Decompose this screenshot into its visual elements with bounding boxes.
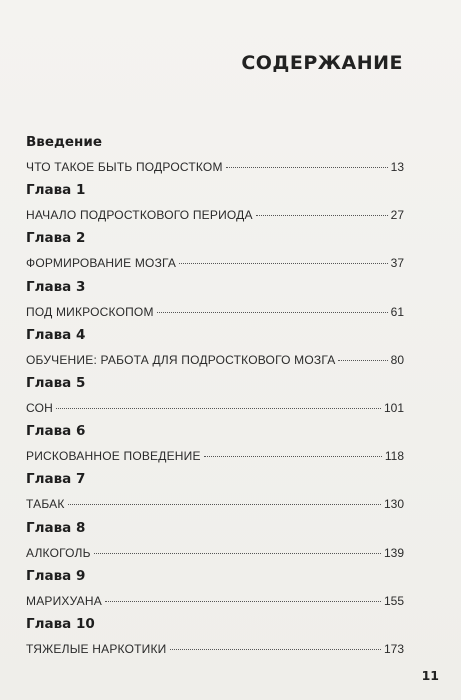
page-number: 101 xyxy=(383,400,404,415)
chapter-heading: Глава 10 xyxy=(26,615,95,632)
toc-entry-chapter-9 xyxy=(26,568,404,616)
chapter-title: ПОД МИКРОСКОПОМ xyxy=(26,304,154,319)
chapter-heading: Глава 2 xyxy=(26,230,86,247)
chapter-heading: Глава 8 xyxy=(26,519,86,536)
chapter-title: ОБУЧЕНИЕ: РАБОТА ДЛЯ ПОДРОСТКОВОГО МОЗГА xyxy=(26,352,336,367)
page-folio-number: 11 xyxy=(421,668,439,683)
dot-leader xyxy=(256,215,388,216)
toc-entry-chapter-3 xyxy=(26,279,404,327)
page-number: 80 xyxy=(390,352,404,367)
page-number: 13 xyxy=(390,160,404,174)
dot-leader xyxy=(338,360,387,361)
page-number: 61 xyxy=(390,304,404,319)
chapter-heading: Глава 5 xyxy=(26,374,86,391)
toc-line xyxy=(26,208,404,222)
toc-entry-chapter-1 xyxy=(26,182,404,230)
toc-line xyxy=(26,256,404,270)
chapter-title: ФОРМИРОВАНИЕ МОЗГА xyxy=(26,256,177,271)
chapter-heading: Глава 6 xyxy=(26,423,86,440)
page-number: 27 xyxy=(390,208,404,223)
toc-entry-chapter-6 xyxy=(26,423,404,471)
dot-leader xyxy=(157,312,388,313)
chapter-heading: Глава 4 xyxy=(26,326,86,343)
toc-line xyxy=(26,497,404,511)
chapter-heading: Глава 9 xyxy=(26,567,86,584)
dot-leader xyxy=(56,408,381,409)
page-number: 139 xyxy=(383,545,404,560)
toc-line xyxy=(26,160,404,174)
chapter-heading: Глава 1 xyxy=(26,182,86,199)
chapter-heading: Введение xyxy=(26,134,102,150)
dot-leader xyxy=(226,167,388,168)
toc-line xyxy=(26,546,404,560)
page-number: 173 xyxy=(383,641,404,656)
chapter-title: НАЧАЛО ПОДРОСТКОВОГО ПЕРИОДА xyxy=(26,208,253,223)
page-number: 155 xyxy=(383,593,404,608)
chapter-heading: Глава 7 xyxy=(26,471,86,488)
dot-leader xyxy=(105,601,381,602)
toc-line xyxy=(26,305,404,319)
dot-leader xyxy=(68,504,381,505)
dot-leader xyxy=(179,263,388,264)
toc-line xyxy=(26,594,404,608)
chapter-title: АЛКОГОЛЬ xyxy=(26,545,91,560)
toc-entry-intro xyxy=(26,134,404,182)
toc-line xyxy=(26,353,404,367)
toc-line xyxy=(26,642,404,656)
toc-entry-chapter-2 xyxy=(26,230,404,278)
toc-entry-chapter-4 xyxy=(26,327,404,375)
toc-entry-chapter-10 xyxy=(26,616,404,664)
toc-entry-chapter-5 xyxy=(26,375,404,423)
toc-entry-chapter-7 xyxy=(26,471,404,519)
dot-leader xyxy=(170,649,381,650)
toc-entry-chapter-8 xyxy=(26,520,404,568)
chapter-title: ТЯЖЕЛЫЕ НАРКОТИКИ xyxy=(26,641,167,656)
chapter-title: РИСКОВАННОЕ ПОВЕДЕНИЕ xyxy=(26,449,201,464)
dot-leader xyxy=(204,456,382,457)
toc-line xyxy=(26,401,404,415)
chapter-title: ЧТО ТАКОЕ БЫТЬ ПОДРОСТКОМ xyxy=(26,160,223,174)
chapter-heading: Глава 3 xyxy=(26,278,86,295)
page-number: 130 xyxy=(383,497,404,512)
chapter-title: ТАБАК xyxy=(26,497,65,512)
page-number: 118 xyxy=(384,449,404,464)
page-number: 37 xyxy=(390,256,404,271)
toc-line xyxy=(26,449,404,463)
chapter-title: СОН xyxy=(26,400,54,415)
dot-leader xyxy=(94,553,381,554)
chapter-title: МАРИХУАНА xyxy=(26,593,102,608)
page-title: СОДЕРЖАНИЕ xyxy=(241,52,403,74)
table-of-contents xyxy=(26,134,404,664)
